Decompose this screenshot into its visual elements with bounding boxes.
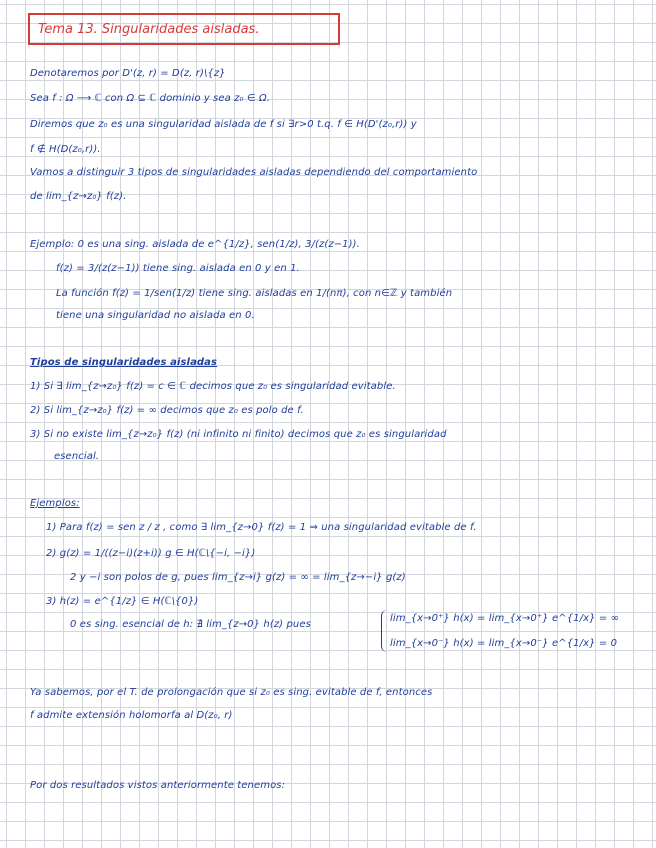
note-line: Por dos resultados vistos anteriormente tenemos: (30, 780, 286, 791)
list-item: 3) Si no existe lim_{z→z₀} f(z) (ni infinito ni finito) decimos que z₀ es singularidad (30, 429, 447, 440)
list-item: esencial. (54, 451, 100, 462)
note-line: Vamos a distinguir 3 tipos de singularidades aisladas dependiendo del comportamiento (30, 167, 478, 178)
note-line: de lim_{z→z₀} f(z). (30, 191, 127, 202)
example-line: f(z) = 3/(z(z−1)) tiene sing. aislada en 0 y en 1. (56, 263, 300, 274)
brace-symbol (381, 610, 388, 652)
example-line: tiene una singularidad no aislada en 0. (56, 310, 255, 321)
example-line: 2 y −i son polos de g, pues lim_{z→i} g(z) = ∞ = lim_{z→−i} g(z) (70, 572, 406, 583)
example-line: 2) g(z) = 1/((z−i)(z+i)) g ∈ H(ℂ\{−i, −i}) (46, 548, 256, 559)
note-line: Sea f : Ω ⟶ ℂ con Ω ⊆ ℂ dominio y sea z₀ ∈ Ω. (30, 93, 271, 104)
example-line: 0 es sing. esencial de h: ∄ lim_{z→0} h(z) pues (70, 619, 311, 630)
note-title-text: Tema 13. Singularidades aisladas. (38, 21, 260, 37)
note-title (28, 13, 340, 45)
limit-case-line: lim_{x→0⁺} h(x) = lim_{x→0⁺} e^{1/x} = ∞ (390, 613, 620, 624)
note-line: Denotaremos por D'(z, r) = D(z, r)\{z} (30, 68, 226, 79)
limit-case-line: lim_{x→0⁻} h(x) = lim_{x→0⁻} e^{1/x} = 0 (390, 638, 618, 649)
section-heading: Tipos de singularidades aisladas (30, 357, 218, 368)
note-line: f ∉ H(D(z₀,r)). (30, 144, 101, 155)
list-item: 2) Si lim_{z→z₀} f(z) = ∞ decimos que z₀ es polo de f. (30, 405, 304, 416)
example-line: 3) h(z) = e^{1/z} ∈ H(ℂ\{0}) (46, 596, 199, 607)
example-line: Ejemplo: 0 es una sing. aislada de e^{1/z}, sen(1/z), 3/(z(z−1)). (30, 239, 360, 250)
note-line: f admite extensión holomorfa al D(z₀, r) (30, 710, 233, 721)
example-line: 1) Para f(z) = sen z / z , como ∃ lim_{z→0} f(z) = 1 ⇒ una singularidad evitable de f. (46, 522, 477, 533)
section-heading: Ejemplos: (30, 498, 80, 509)
example-line: La función f(z) = 1/sen(1/z) tiene sing. aisladas en 1/(nπ), con n∈ℤ y también (56, 288, 453, 299)
list-item: 1) Si ∃ lim_{z→z₀} f(z) = c ∈ ℂ decimos que z₀ es singularidad evitable. (30, 381, 396, 392)
note-line: Ya sabemos, por el T. de prolongación que si z₀ es sing. evitable de f, entonces (30, 687, 433, 698)
note-line: Diremos que z₀ es una singularidad aislada de f si ∃r>0 t.q. f ∈ H(D'(z₀,r)) y (30, 119, 417, 130)
